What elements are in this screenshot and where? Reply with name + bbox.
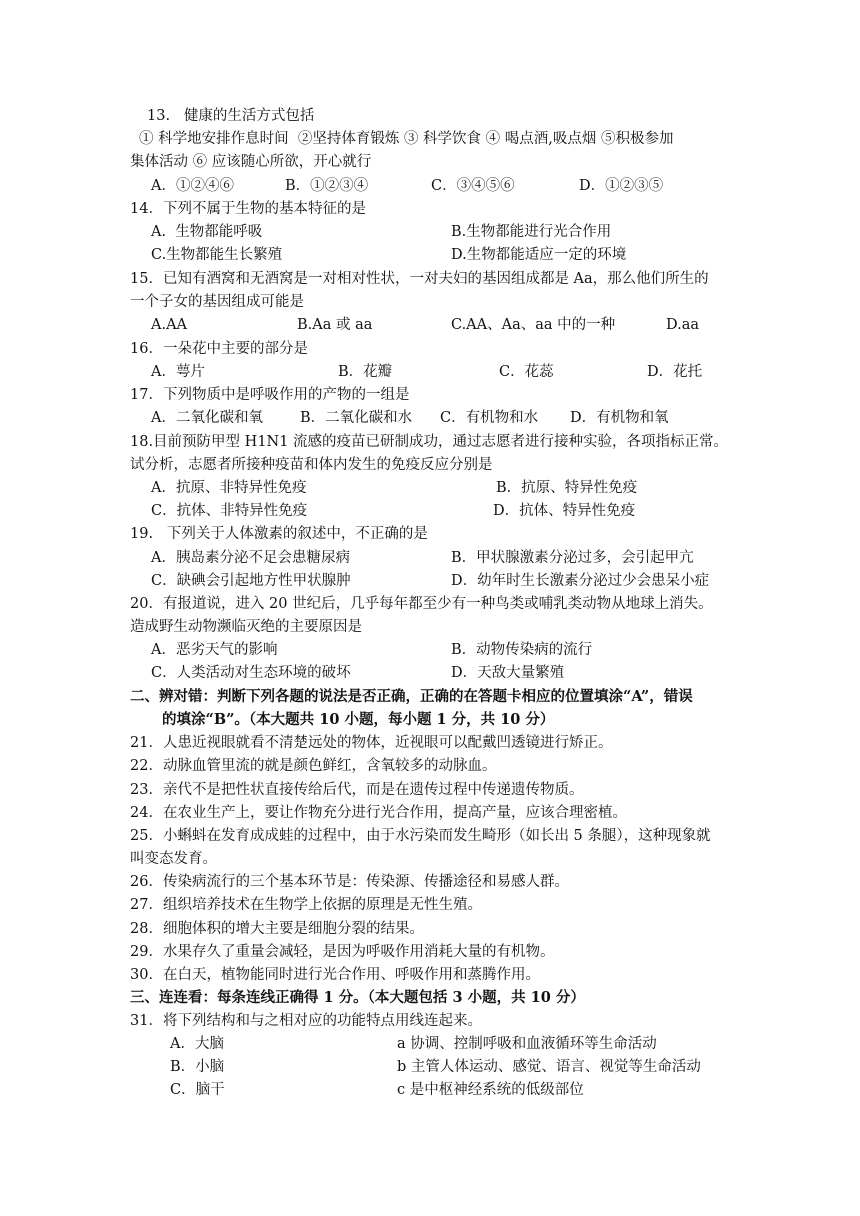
question-stem: 14．下列不属于生物的基本特征的是 xyxy=(130,201,366,217)
option-c: C.生物都能生长繁殖 xyxy=(151,247,283,263)
option-c: C．花蕊 xyxy=(499,364,554,380)
question-15-cont xyxy=(0,290,860,314)
option-b: B．动物传染病的流行 xyxy=(451,642,593,658)
question-17-options xyxy=(0,406,860,430)
question-text: 21．人患近视眼就看不清楚远处的物体，近视眼可以配戴凹透镜进行矫正。 xyxy=(130,735,613,751)
question-stem: 17．下列物质中是呼吸作用的产物的一组是 xyxy=(130,387,410,403)
matching-left-item: A．大脑 xyxy=(170,1036,224,1052)
question-20 xyxy=(0,592,860,616)
question-15-options xyxy=(0,313,860,337)
option-c: C．③④⑤⑥ xyxy=(431,178,515,194)
option-b: B．①②③④ xyxy=(285,178,369,194)
question-text: 23．亲代不是把性状直接传给后代，而是在遗传过程中传递遗传物质。 xyxy=(130,782,584,798)
question-stem: 15．已知有酒窝和无酒窝是一对相对性状，一对夫妇的基因组成都是 Aa，那么他们所生的 xyxy=(130,271,709,287)
option-b: B.Aa 或 aa xyxy=(297,317,373,333)
option-c: C.AA、Aa、aa 中的一种 xyxy=(451,317,616,333)
question-19 xyxy=(0,522,860,546)
option-a: A．①②④⑥ xyxy=(151,178,234,194)
section-heading: 三、连连看：每条连线正确得 1 分。（本大题包括 3 小题，共 10 分） xyxy=(130,989,585,1006)
option-d: D．花托 xyxy=(647,364,703,380)
option-a: A.AA xyxy=(151,317,188,333)
question-26 xyxy=(0,870,860,894)
question-18 xyxy=(0,430,860,454)
question-20-options-row1 xyxy=(0,638,860,662)
question-13-items-cont xyxy=(0,150,860,174)
question-14-options-row1 xyxy=(0,220,860,244)
question-stem: 13. 健康的生活方式包括 xyxy=(147,108,315,124)
matching-row-2 xyxy=(0,1055,860,1079)
question-stem: 20．有报道说，进入 20 世纪后，几乎每年都至少有一种鸟类或哺乳类动物从地球上消失。 xyxy=(130,596,713,612)
option-d: D．有机物和氧 xyxy=(570,410,669,426)
matching-right-item: a 协调、控制呼吸和血液循环等生命活动 xyxy=(397,1036,657,1052)
option-c: C．抗体、非特异性免疫 xyxy=(151,503,308,519)
option-a: A. 生物都能呼吸 xyxy=(151,224,263,240)
question-18-options-row2 xyxy=(0,499,860,523)
question-27 xyxy=(0,893,860,917)
question-text: 叫变态发育。 xyxy=(130,851,217,867)
question-stem-cont: 造成野生动物濒临灭绝的主要原因是 xyxy=(130,619,362,635)
question-13-items xyxy=(0,127,860,151)
option-d: D.aa xyxy=(666,317,700,333)
question-21 xyxy=(0,731,860,755)
option-a: A．二氧化碳和氧 xyxy=(151,410,263,426)
matching-row-3 xyxy=(0,1078,860,1102)
question-stem: 31．将下列结构和与之相对应的功能特点用线连起来。 xyxy=(130,1013,482,1029)
section-2-heading-cont xyxy=(0,708,860,732)
question-13-options xyxy=(0,174,860,198)
matching-left-item: C．脑干 xyxy=(170,1082,225,1098)
question-20-options-row2 xyxy=(0,661,860,685)
matching-right-item: c 是中枢神经系统的低级部位 xyxy=(397,1082,584,1098)
option-c: C．人类活动对生态环境的破坏 xyxy=(151,665,351,681)
section-3-heading xyxy=(0,986,860,1010)
question-19-options-row1 xyxy=(0,546,860,570)
option-a: A．恶劣天气的影响 xyxy=(151,642,278,658)
option-d: D．幼年时生长激素分泌过少会患呆小症 xyxy=(451,573,710,589)
option-c: C．缺碘会引起地方性甲状腺肿 xyxy=(151,573,351,589)
option-d: D．①②③⑤ xyxy=(579,178,664,194)
question-stem-cont: 一个子女的基因组成可能是 xyxy=(130,294,304,310)
question-23 xyxy=(0,778,860,802)
option-d: D.生物都能适应一定的环境 xyxy=(451,247,627,263)
question-text: 25．小蝌蚪在发育成成蛙的过程中，由于水污染而发生畸形（如长出 5 条腿），这种现象就 xyxy=(130,828,711,844)
question-text: 24．在农业生产上，要让作物充分进行光合作用，提高产量，应该合理密植。 xyxy=(130,805,627,821)
question-28 xyxy=(0,917,860,941)
question-25 xyxy=(0,824,860,848)
option-b: B．花瓣 xyxy=(338,364,393,380)
question-stem: 19. 下列关于人体激素的叙述中，不正确的是 xyxy=(130,526,428,542)
section-2-heading xyxy=(0,685,860,709)
question-18-options-row1 xyxy=(0,476,860,500)
question-text: 集体活动 ⑥ 应该随心所欲，开心就行 xyxy=(130,154,372,170)
question-25-cont xyxy=(0,847,860,871)
question-text: 26．传染病流行的三个基本环节是：传染源、传播途径和易感人群。 xyxy=(130,874,569,890)
option-b: B．二氧化碳和水 xyxy=(300,410,413,426)
question-24 xyxy=(0,801,860,825)
question-16-options xyxy=(0,360,860,384)
question-30 xyxy=(0,963,860,987)
question-16 xyxy=(0,337,860,361)
question-18-cont xyxy=(0,453,860,477)
question-29 xyxy=(0,940,860,964)
question-stem-cont: 试分析，志愿者所接种疫苗和体内发生的免疫反应分别是 xyxy=(130,457,493,473)
question-text: 22．动脉血管里流的就是颜色鲜红，含氧较多的动脉血。 xyxy=(130,758,497,774)
option-a: A．胰岛素分泌不足会患糖尿病 xyxy=(151,550,350,566)
matching-left-item: B．小脑 xyxy=(170,1059,225,1075)
question-31 xyxy=(0,1009,860,1033)
matching-right-item: b 主管人体运动、感觉、语言、视觉等生命活动 xyxy=(397,1059,701,1075)
question-14-options-row2 xyxy=(0,243,860,267)
question-22 xyxy=(0,754,860,778)
option-d: D．抗体、特异性免疫 xyxy=(493,503,636,519)
option-b: B．甲状腺激素分泌过多，会引起甲亢 xyxy=(451,550,694,566)
question-20-cont xyxy=(0,615,860,639)
option-b: B．抗原、特异性免疫 xyxy=(496,480,638,496)
question-text: 28．细胞体积的增大主要是细胞分裂的结果。 xyxy=(130,921,424,937)
option-a: A．抗原、非特异性免疫 xyxy=(151,480,307,496)
question-stem: 16．一朵花中主要的部分是 xyxy=(130,341,308,357)
section-heading-line2: 的填涂“B”。（本大题共 10 小题，每小题 1 分，共 10 分） xyxy=(162,711,555,728)
section-heading-line1: 二、辨对错：判断下列各题的说法是否正确，正确的在答题卡相应的位置填涂“A”，错误 xyxy=(130,688,693,705)
option-c: C．有机物和水 xyxy=(440,410,539,426)
question-text: 29．水果存久了重量会减轻，是因为呼吸作用消耗大量的有机物。 xyxy=(130,944,555,960)
question-stem: 18.目前预防甲型 H1N1 流感的疫苗已研制成功，通过志愿者进行接种实验，各项指标正常。 xyxy=(130,434,729,450)
question-text: 27．组织培养技术在生物学上依据的原理是无性生殖。 xyxy=(130,897,482,913)
question-15 xyxy=(0,267,860,291)
matching-row-1 xyxy=(0,1032,860,1056)
option-b: B.生物都能进行光合作用 xyxy=(451,224,612,240)
question-text: ① 科学地安排作息时间 ②坚持体育锻炼 ③ 科学饮食 ④ 喝点酒,吸点烟 ⑤积极参加 xyxy=(139,131,674,147)
option-a: A．萼片 xyxy=(151,364,205,380)
question-17 xyxy=(0,383,860,407)
question-14 xyxy=(0,197,860,221)
question-text: 30．在白天，植物能同时进行光合作用、呼吸作用和蒸腾作用。 xyxy=(130,967,540,983)
question-13 xyxy=(0,104,860,128)
option-d: D．天敌大量繁殖 xyxy=(451,665,565,681)
question-19-options-row2 xyxy=(0,569,860,593)
